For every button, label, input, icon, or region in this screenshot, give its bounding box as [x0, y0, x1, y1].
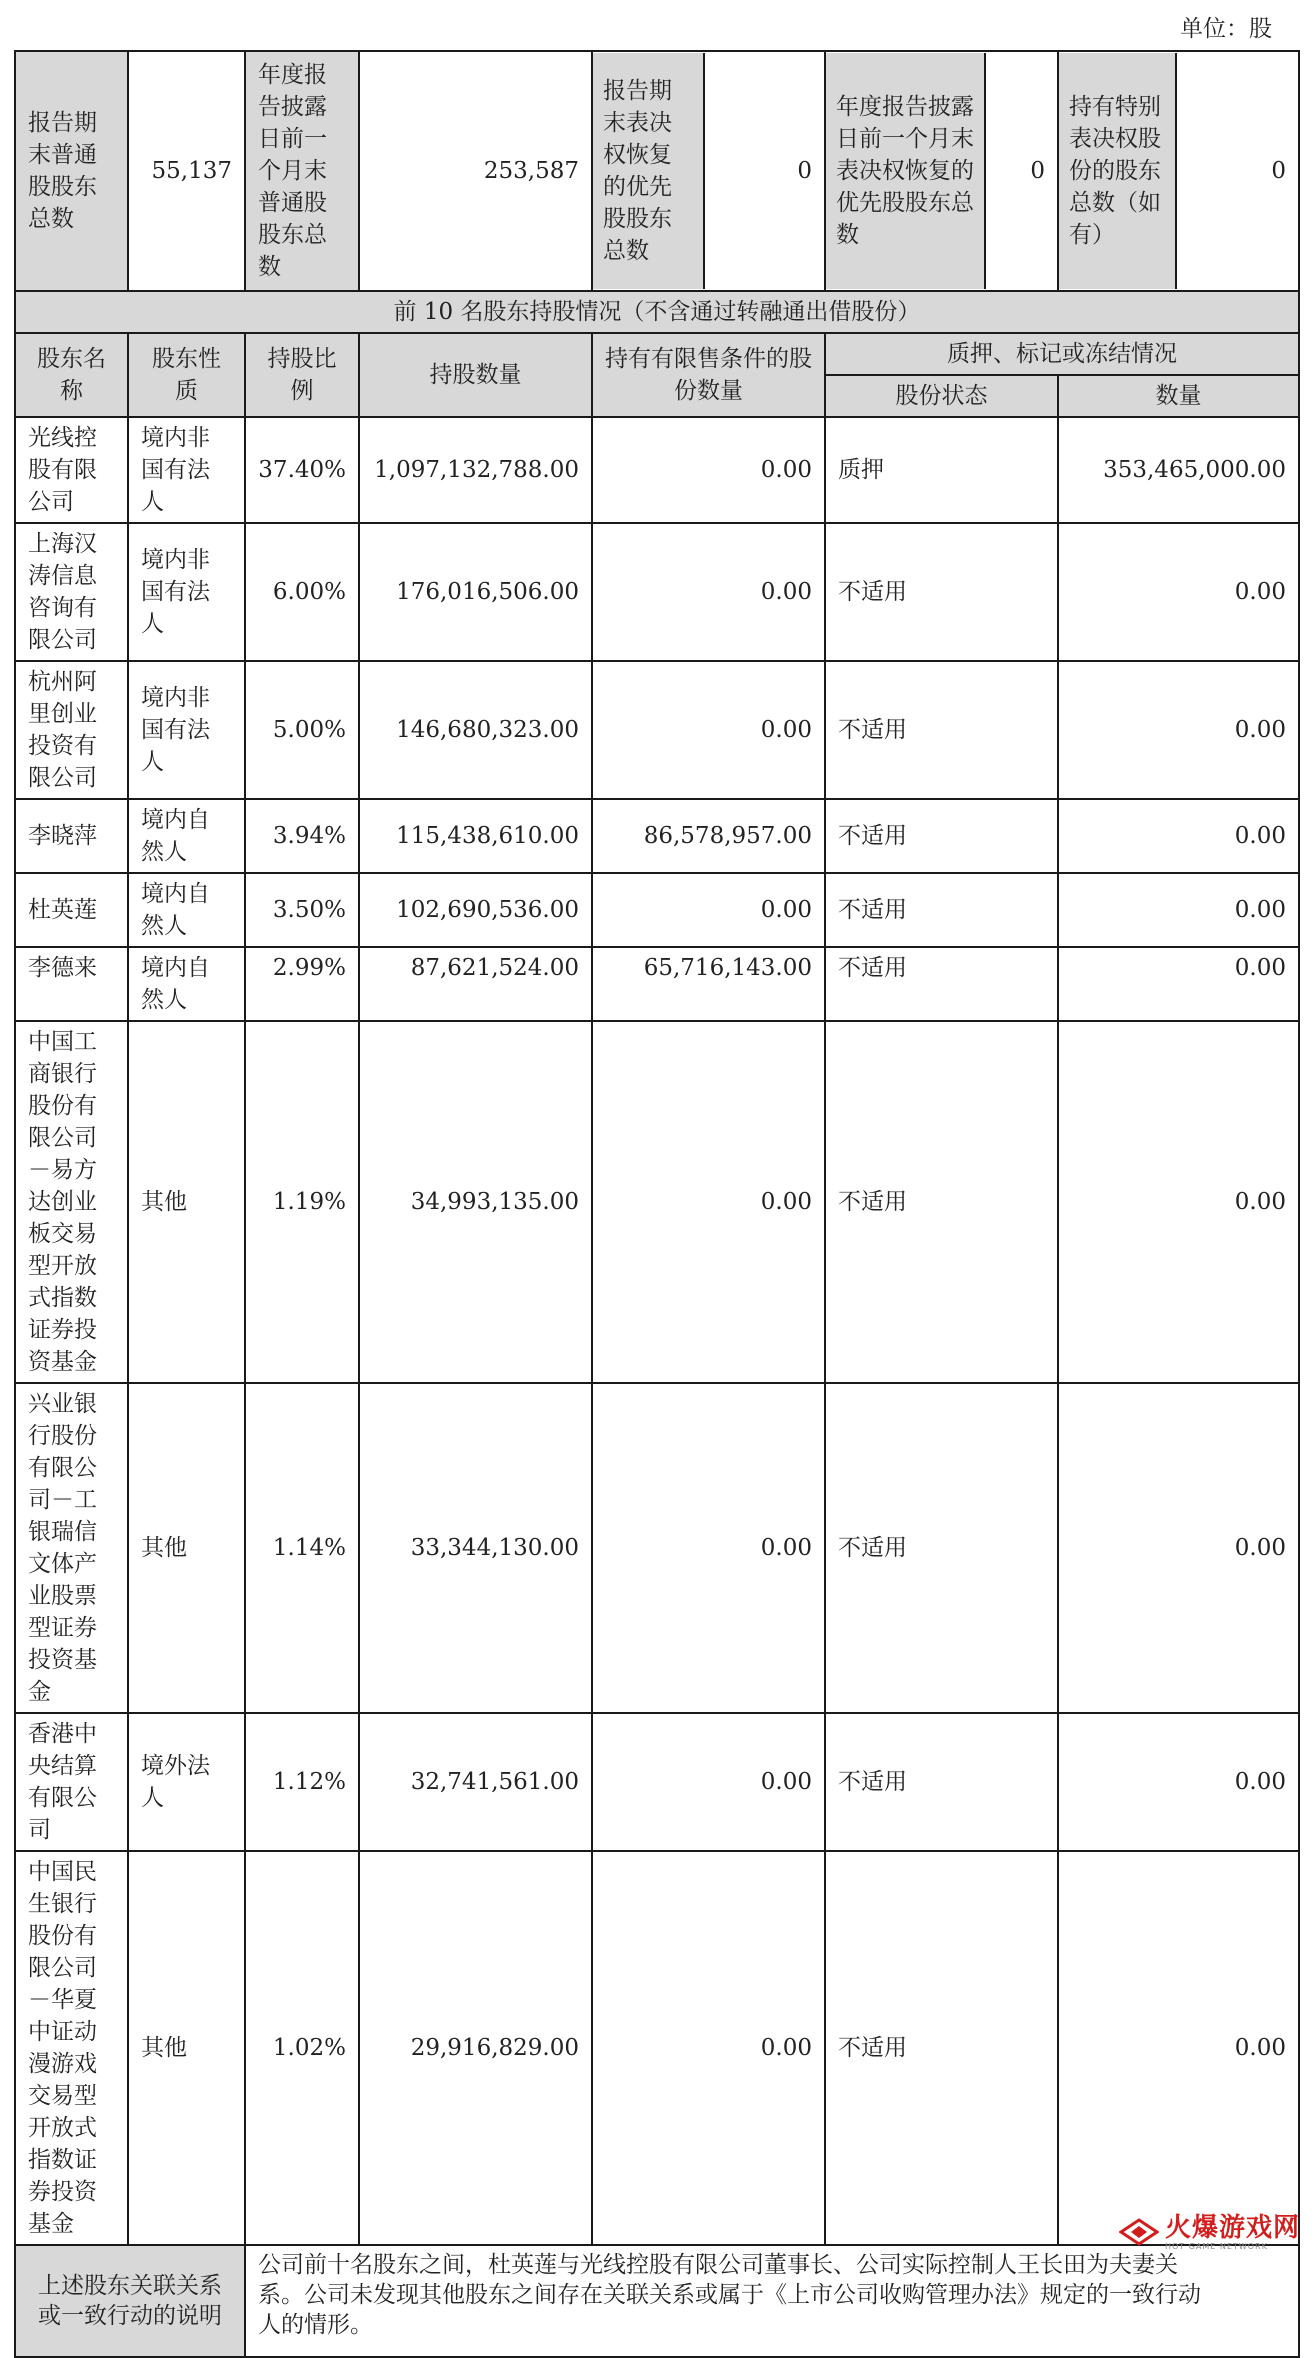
cell-restricted: 0.00	[592, 523, 825, 661]
cell-name: 李晓萍	[15, 799, 128, 873]
cell-qty: 0.00	[1058, 947, 1299, 1021]
note-row	[15, 2245, 1299, 2357]
cell-qty: 0.00	[1058, 1021, 1299, 1383]
cell-restricted: 0.00	[592, 417, 825, 523]
summary-label-special-voting: 持有特别表决权股份的股东总数（如有）	[1059, 53, 1177, 289]
cell-nature: 其他	[128, 1383, 245, 1713]
cell-ratio: 1.14%	[245, 1383, 359, 1713]
cell-ratio: 6.00%	[245, 523, 359, 661]
cell-qty: 0.00	[1058, 523, 1299, 661]
cell-status: 不适用	[825, 873, 1058, 947]
table-row	[15, 417, 1299, 523]
cell-status: 不适用	[825, 1851, 1058, 2245]
cell-shares: 102,690,536.00	[359, 873, 592, 947]
table-row	[15, 873, 1299, 947]
cell-qty: 0.00	[1058, 1713, 1299, 1851]
cell-name: 杭州阿里创业投资有限公司	[15, 661, 128, 799]
cell-status: 不适用	[825, 1021, 1058, 1383]
cell-restricted: 65,716,143.00	[592, 947, 825, 1021]
cell-ratio: 3.50%	[245, 873, 359, 947]
cell-name: 李德来	[15, 947, 128, 1021]
cell-restricted: 0.00	[592, 1021, 825, 1383]
summary-row	[15, 51, 1299, 291]
cell-qty: 0.00	[1058, 661, 1299, 799]
cell-name: 光线控股有限公司	[15, 417, 128, 523]
cell-shares: 115,438,610.00	[359, 799, 592, 873]
note-text: 公司前十名股东之间，杜英莲与光线控股有限公司董事长、公司实际控制人王长田为夫妻关系。公司未发现其他股东之间存在关联关系或属于《上市公司收购管理办法》规定的一致行动人的情形。	[245, 2245, 1299, 2357]
cell-name: 中国工商银行股份有限公司－易方达创业板交易型开放式指数证券投资基金	[15, 1021, 128, 1383]
summary-label-preferred-before: 年度报告披露日前一个月末表决权恢复的优先股股东总数	[826, 53, 986, 289]
watermark	[1119, 2209, 1300, 2255]
summary-value-common-holders: 55,137	[128, 51, 245, 291]
cell-qty: 0.00	[1058, 873, 1299, 947]
summary-label-common-holders: 报告期末普通股股东总数	[15, 51, 128, 291]
table-row	[15, 1851, 1299, 2245]
cell-shares: 32,741,561.00	[359, 1713, 592, 1851]
table-row	[15, 1383, 1299, 1713]
cell-shares: 146,680,323.00	[359, 661, 592, 799]
cell-nature: 境内自然人	[128, 947, 245, 1021]
cell-qty: 0.00	[1058, 799, 1299, 873]
cell-restricted: 0.00	[592, 873, 825, 947]
cell-ratio: 37.40%	[245, 417, 359, 523]
cell-shares: 33,344,130.00	[359, 1383, 592, 1713]
cell-ratio: 1.19%	[245, 1021, 359, 1383]
cell-shares: 176,016,506.00	[359, 523, 592, 661]
cell-restricted: 0.00	[592, 1713, 825, 1851]
header-nature: 股东性质	[128, 333, 245, 417]
cell-name: 兴业银行股份有限公司－工银瑞信文体产业股票型证券投资基金	[15, 1383, 128, 1713]
header-shares: 持股数量	[359, 333, 592, 417]
cell-restricted: 0.00	[592, 1851, 825, 2245]
table-row	[15, 799, 1299, 873]
cell-restricted: 0.00	[592, 1383, 825, 1713]
summary-value-preferred-before: 0	[1030, 158, 1045, 184]
header-restricted: 持有有限售条件的股份数量	[592, 333, 825, 417]
cell-nature: 境内非国有法人	[128, 661, 245, 799]
cell-nature: 境内自然人	[128, 799, 245, 873]
header-name: 股东名称	[15, 333, 128, 417]
cell-status: 质押	[825, 417, 1058, 523]
summary-value-special-voting: 0	[1271, 158, 1286, 184]
cell-shares: 87,621,524.00	[359, 947, 592, 1021]
watermark-main-text: 火爆游戏网	[1164, 2212, 1300, 2243]
summary-pair-special	[1058, 51, 1299, 291]
cell-nature: 境内自然人	[128, 873, 245, 947]
cell-name: 上海汉涛信息咨询有限公司	[15, 523, 128, 661]
cell-shares: 1,097,132,788.00	[359, 417, 592, 523]
section-title: 前 10 名股东持股情况（不含通过转融通出借股份）	[15, 291, 1299, 333]
cell-shares: 34,993,135.00	[359, 1021, 592, 1383]
header-pledge-status: 股份状态	[825, 375, 1058, 417]
cell-status: 不适用	[825, 1713, 1058, 1851]
cell-qty: 0.00	[1058, 1851, 1299, 2245]
cell-qty: 353,465,000.00	[1058, 417, 1299, 523]
cell-name: 中国民生银行股份有限公司－华夏中证动漫游戏交易型开放式指数证券投资基金	[15, 1851, 128, 2245]
table-row	[15, 523, 1299, 661]
cell-ratio: 1.02%	[245, 1851, 359, 2245]
cell-status: 不适用	[825, 947, 1058, 1021]
summary-value-holders-before-disclosure: 253,587	[359, 51, 592, 291]
summary-value-preferred: 0	[797, 158, 812, 184]
cell-ratio: 2.99%	[245, 947, 359, 1021]
header-pledge-qty: 数量	[1058, 375, 1299, 417]
cell-nature: 境内非国有法人	[128, 417, 245, 523]
cell-name: 杜英莲	[15, 873, 128, 947]
unit-label: 单位：股	[1180, 16, 1272, 42]
note-label: 上述股东关联关系或一致行动的说明	[15, 2245, 245, 2357]
cell-nature: 境外法人	[128, 1713, 245, 1851]
cell-status: 不适用	[825, 1383, 1058, 1713]
summary-label-preferred: 报告期末表决权恢复的优先股股东总数	[593, 53, 705, 289]
cell-nature: 其他	[128, 1021, 245, 1383]
cell-ratio: 3.94%	[245, 799, 359, 873]
header-pledge-group: 质押、标记或冻结情况	[825, 333, 1299, 375]
cell-name: 香港中央结算有限公司	[15, 1713, 128, 1851]
table-row	[15, 947, 1299, 1021]
table-row	[15, 1021, 1299, 1383]
table-row	[15, 661, 1299, 799]
cell-qty: 0.00	[1058, 1383, 1299, 1713]
cell-restricted: 0.00	[592, 661, 825, 799]
watermark-sub-text: HOT GAME NETWORK	[1164, 2241, 1268, 2251]
cell-status: 不适用	[825, 523, 1058, 661]
summary-label-holders-before-disclosure: 年度报告披露日前一个月末普通股股东总数	[245, 51, 359, 291]
summary-pair-preferred	[592, 51, 825, 291]
cell-status: 不适用	[825, 661, 1058, 799]
cell-ratio: 5.00%	[245, 661, 359, 799]
table-row	[15, 1713, 1299, 1851]
cell-ratio: 1.12%	[245, 1713, 359, 1851]
cell-shares: 29,916,829.00	[359, 1851, 592, 2245]
cell-nature: 其他	[128, 1851, 245, 2245]
shareholder-table	[14, 50, 1300, 2358]
summary-pair-preferred-before	[825, 51, 1058, 291]
watermark-logo-icon	[1119, 2217, 1159, 2247]
cell-status: 不适用	[825, 799, 1058, 873]
cell-restricted: 86,578,957.00	[592, 799, 825, 873]
header-ratio: 持股比例	[245, 333, 359, 417]
cell-nature: 境内非国有法人	[128, 523, 245, 661]
